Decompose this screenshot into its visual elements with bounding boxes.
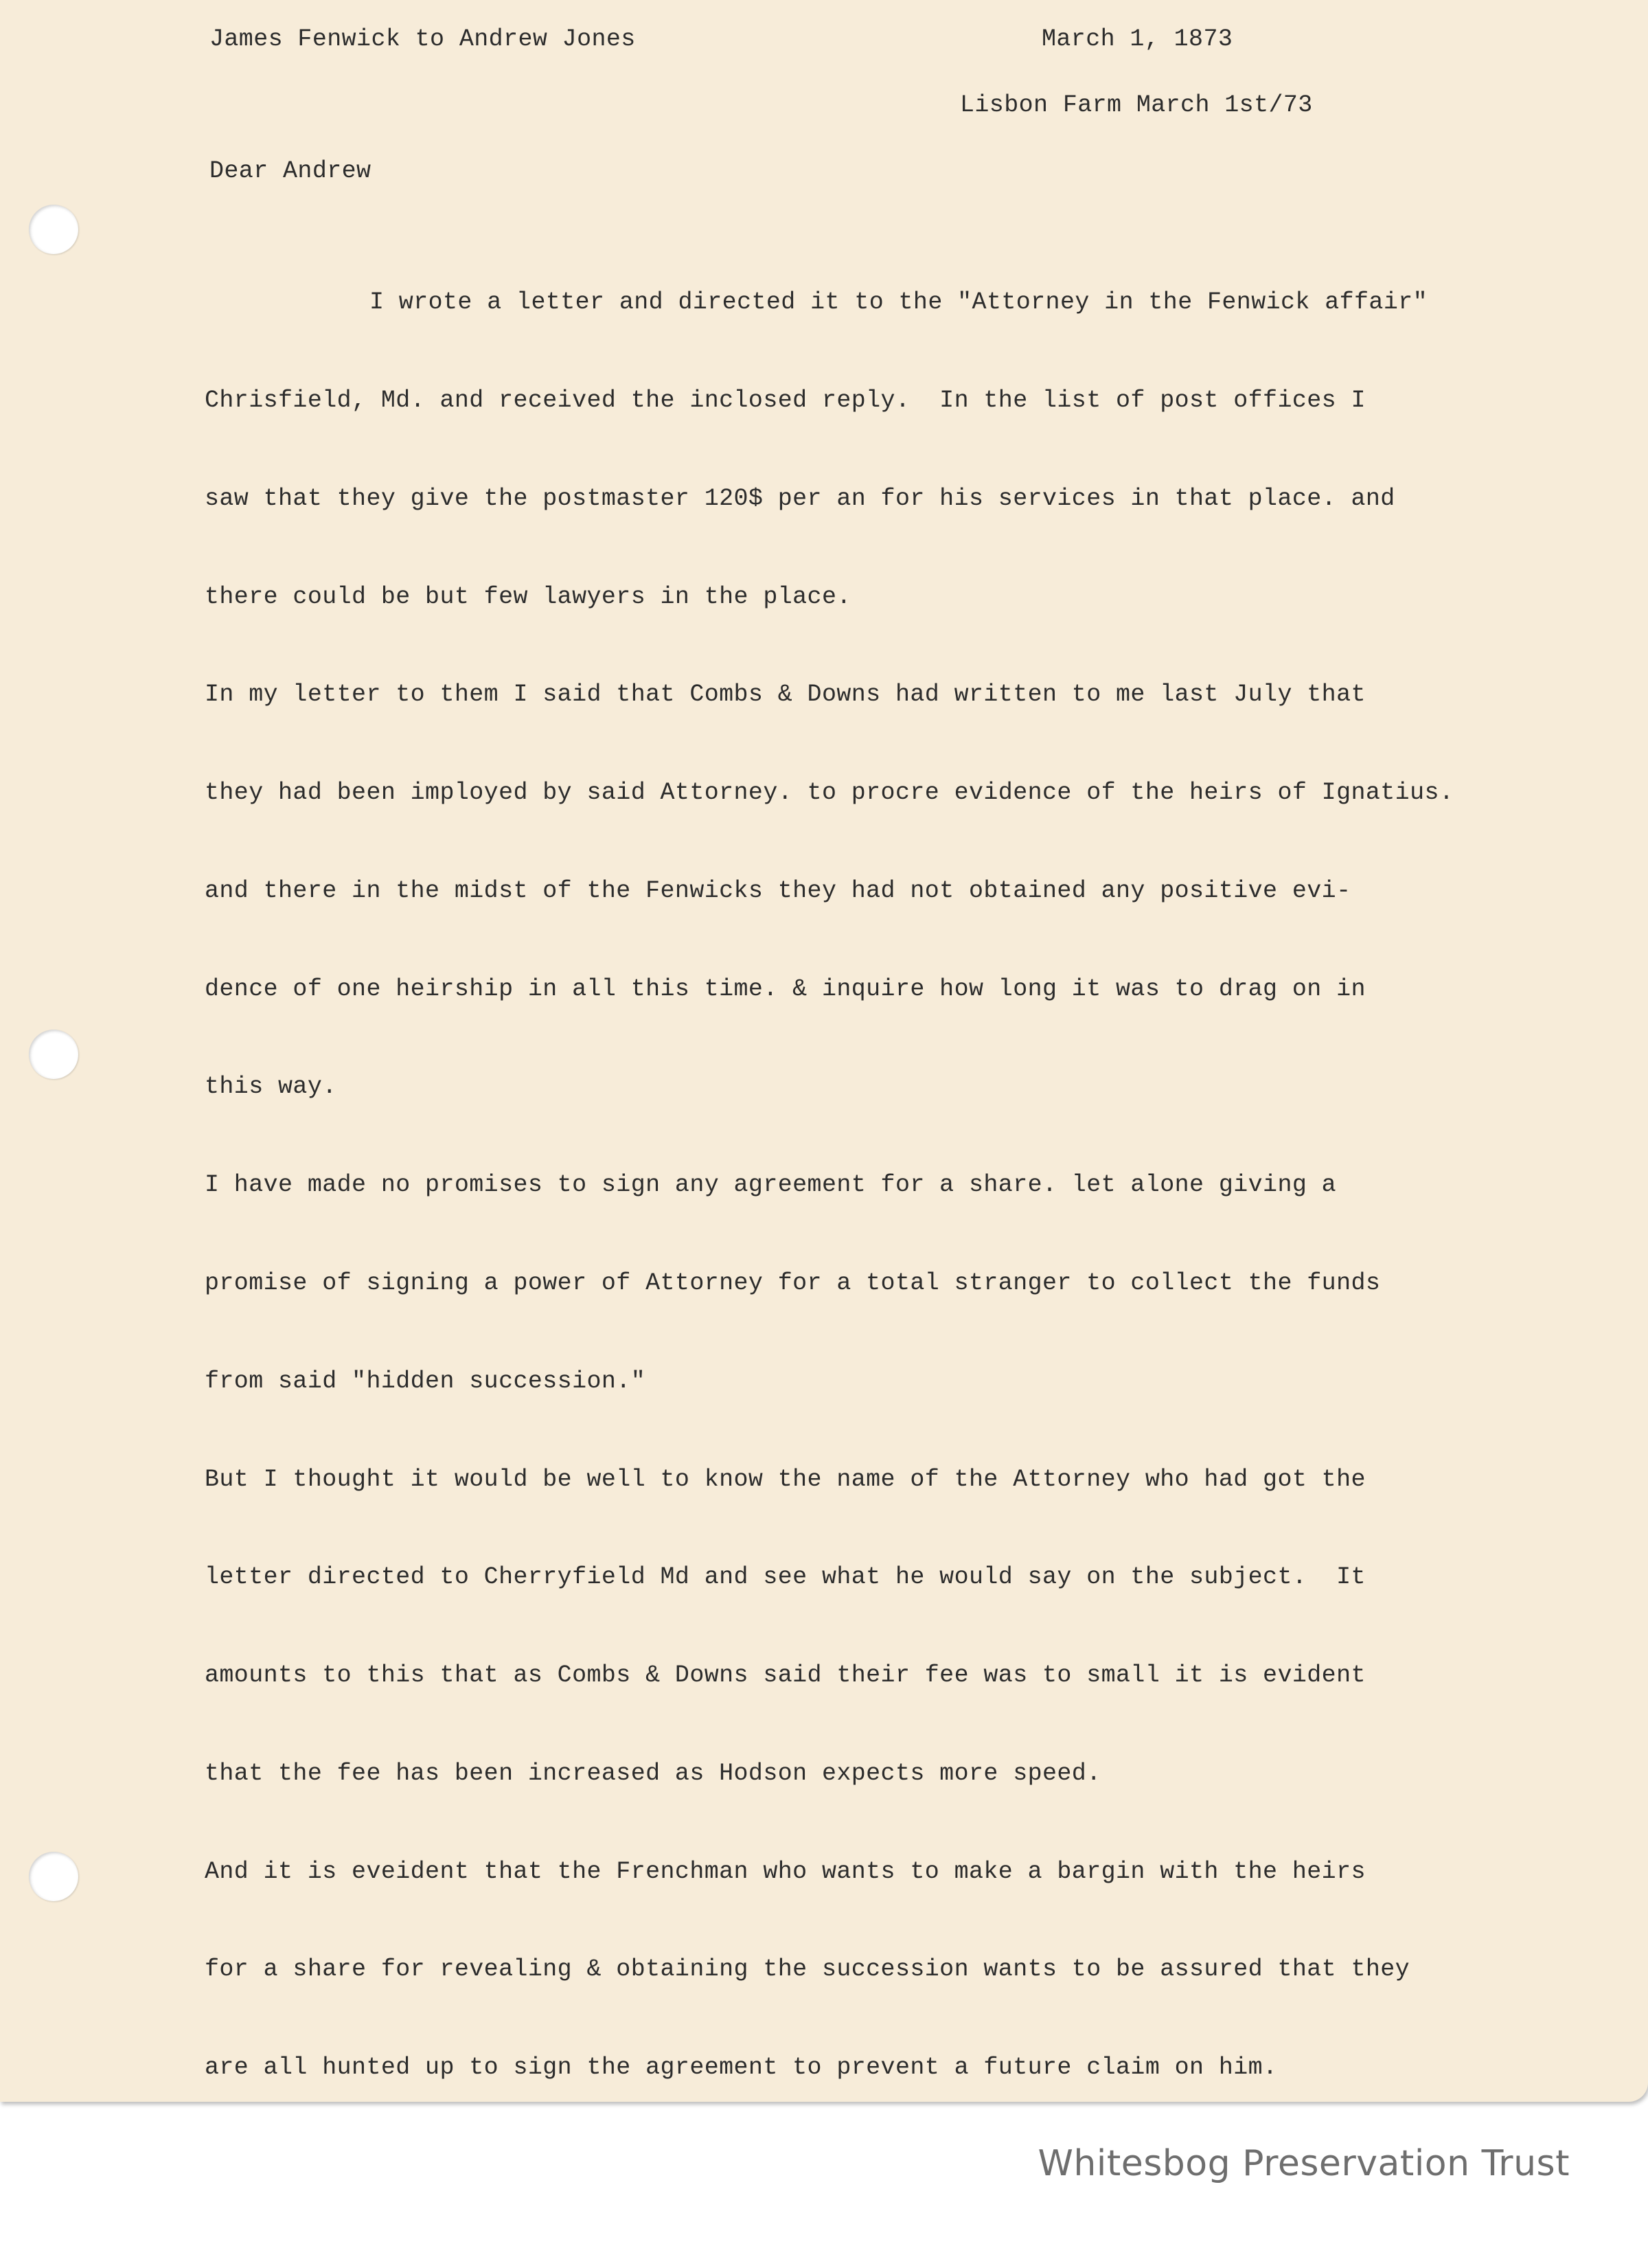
letter-line: saw that they give the postmaster 120$ per an for his services in that place. and — [205, 484, 1395, 512]
letter-header-date: March 1, 1873 — [1042, 25, 1233, 53]
letter-salutation: Dear Andrew — [209, 157, 371, 185]
letter-header-title: James Fenwick to Andrew Jones — [209, 25, 636, 53]
letter-line: that the fee has been increased as Hodson expects more speed. — [205, 1759, 1101, 1787]
footer-credit: Whitesbog Preservation Trust — [1038, 2143, 1570, 2184]
letter-line: Chrisfield, Md. and received the inclosed reply. In the list of post offices I — [205, 386, 1366, 414]
letter-line: dence of one heirship in all this time. & inquire how long it was to drag on in — [205, 975, 1366, 1003]
binder-hole — [29, 1852, 78, 1901]
letter-body — [205, 221, 1483, 2102]
letter-line: amounts to this that as Combs & Downs said their fee was to small it is evident — [205, 1662, 1366, 1690]
letter-line: there could be but few lawyers in the place. — [205, 582, 851, 611]
letter-line: promise of signing a power of Attorney for a total stranger to collect the funds — [205, 1269, 1381, 1297]
letter-line: And it is eveident that the Frenchman who wants to make a bargin with the heirs — [205, 1857, 1366, 1885]
letter-line: for a share for revealing & obtaining the succession wants to be assured that they — [205, 1955, 1410, 1984]
letter-line: letter directed to Cherryfield Md and see what he would say on the subject. It — [205, 1563, 1366, 1591]
binder-hole — [29, 1030, 78, 1079]
letter-line: I have made no promises to sign any agreement for a share. let alone giving a — [205, 1171, 1337, 1199]
letter-line: this way. — [205, 1073, 337, 1101]
binder-hole — [29, 205, 78, 254]
letter-line: are all hunted up to sign the agreement to prevent a future claim on him. — [205, 2054, 1278, 2082]
letter-line: I wrote a letter and directed it to the "Attorney in the Fenwick affair" — [369, 288, 1428, 317]
letter-line: and there in the midst of the Fenwicks they had not obtained any positive evi- — [205, 876, 1351, 905]
letter-line: In my letter to them I said that Combs & Downs had written to me last July that — [205, 681, 1366, 709]
letter-line: But I thought it would be well to know the name of the Attorney who had got the — [205, 1465, 1366, 1493]
letter-line: from said "hidden succession." — [205, 1367, 646, 1395]
letter-line: they had been imployed by said Attorney. to procre evidence of the heirs of Ignatius. — [205, 779, 1454, 807]
letter-place-date: Lisbon Farm March 1st/73 — [960, 91, 1313, 119]
